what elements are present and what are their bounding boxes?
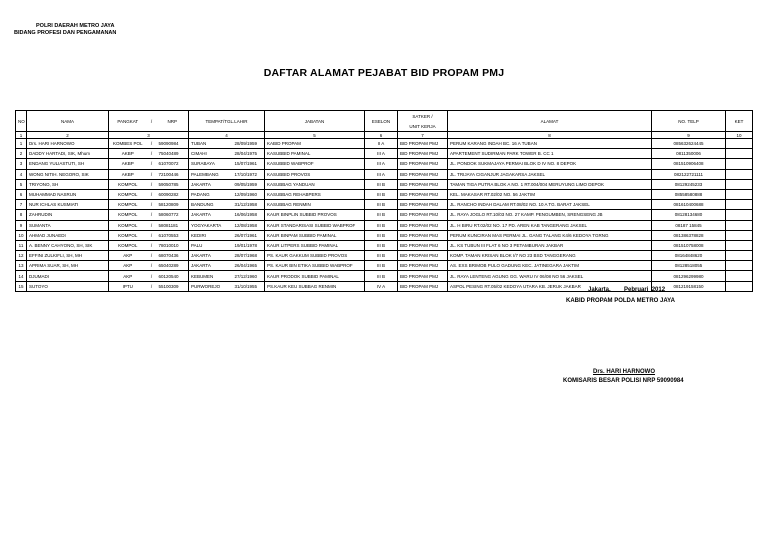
cell-no: 12	[16, 251, 27, 261]
cell-slash: /	[147, 159, 157, 169]
signature-name: Drs. HARI HARNOWO	[593, 369, 656, 375]
cell-slash: /	[147, 261, 157, 271]
cell-jabatan: KASUBBID WABPROF	[265, 159, 365, 169]
cell-no: 5	[16, 179, 27, 189]
cell-unit: BID PROPAM PMJ	[398, 159, 448, 169]
cell-telp: 081610400688	[652, 200, 726, 210]
cell-tempat: JAKARTA	[189, 179, 233, 189]
cell-unit: BID PROPAM PMJ	[398, 200, 448, 210]
cell-tgl: 19/01/1978	[233, 240, 265, 250]
cell-tgl: 28/07/1968	[233, 251, 265, 261]
cell-ket	[726, 261, 753, 271]
col-number-4: 4	[189, 132, 265, 139]
cell-pangkat: KOMPOL	[109, 240, 147, 250]
cell-nama: A. BENNY CAHYONO, SH, SIK	[27, 240, 109, 250]
cell-eselon: III B	[365, 251, 398, 261]
cell-jabatan: KASUBBID PROVOS	[265, 169, 365, 179]
cell-no: 2	[16, 149, 27, 159]
cell-no: 4	[16, 169, 27, 179]
cell-no: 10	[16, 230, 27, 240]
cell-slash: /	[147, 179, 157, 189]
cell-telp: 08187 15845	[652, 220, 726, 230]
cell-nama: DADDY HARTADI, SIK, Mhum	[27, 149, 109, 159]
cell-jabatan: KASUBBAG RENMIN	[265, 200, 365, 210]
cell-jabatan: KAUR BINPAM SUBBID PAMINAL	[265, 230, 365, 240]
cell-tempat: PURWOREJO	[189, 281, 233, 291]
cell-eselon: III B	[365, 220, 398, 230]
cell-eselon: III B	[365, 179, 398, 189]
cell-tempat: YOGYAKARTA	[189, 220, 233, 230]
cell-eselon: III B	[365, 261, 398, 271]
cell-no: 11	[16, 240, 27, 250]
cell-alamat: JL. TRIJAYA CIGANJUR JAGAKARSA JAKSEL	[448, 169, 652, 179]
cell-eselon: III B	[365, 240, 398, 250]
cell-jabatan: KAUR LITPERS SUBBID PAMINAL	[265, 240, 365, 250]
cell-telp: 085632624445	[652, 139, 726, 149]
cell-slash: /	[147, 240, 157, 250]
cell-no: 3	[16, 159, 27, 169]
header-slash: /	[147, 111, 157, 132]
cell-telp: 081386378828	[652, 230, 726, 240]
cell-unit: BID PROPAM PMJ	[398, 179, 448, 189]
cell-ket	[726, 271, 753, 281]
cell-jabatan: KASUBBAG REHABPERS	[265, 189, 365, 199]
header-nama: NAMA	[27, 111, 109, 132]
cell-ket	[726, 159, 753, 169]
cell-tempat: JAKARTA	[189, 251, 233, 261]
cell-ket	[726, 210, 753, 220]
cell-tgl: 16/06/1958	[233, 210, 265, 220]
cell-slash: /	[147, 149, 157, 159]
cell-no: 1	[16, 139, 27, 149]
cell-telp: 08128518055	[652, 261, 726, 271]
cell-tgl: 12/08/1958	[233, 220, 265, 230]
officials-table	[15, 110, 753, 292]
cell-tempat: JAKARTA	[189, 210, 233, 220]
organization-header	[14, 23, 116, 37]
signature-place-date: Jakarta, Pebruari 2012	[588, 287, 666, 293]
table-row	[16, 210, 753, 220]
cell-nrp: 68070436	[157, 251, 189, 261]
cell-eselon: II A	[365, 139, 398, 149]
col-number-5: 5	[265, 132, 365, 139]
table-row	[16, 200, 753, 210]
cell-eselon: III A	[365, 149, 398, 159]
col-number-1: 1	[16, 132, 27, 139]
cell-alamat: JL. H BIRU RT.02/02 NO. 17 PD. AREN KAB TANGERANG JAKSEL	[448, 220, 652, 230]
col-number-3: 3	[109, 132, 189, 139]
cell-tgl: 26/07/1961	[233, 230, 265, 240]
signature-rank-nrp: KOMISARIS BESAR POLISI NRP 59090984	[563, 378, 684, 384]
table-row	[16, 271, 753, 281]
cell-pangkat: KOMPOL	[109, 200, 147, 210]
cell-no: 6	[16, 189, 27, 199]
cell-eselon: III B	[365, 230, 398, 240]
cell-nrp: 61070072	[157, 159, 189, 169]
cell-tgl: 27/12/1960	[233, 271, 265, 281]
cell-alamat: KEL. MAKASAR RT.02/02 NO. 56 JAKTIM	[448, 189, 652, 199]
cell-pangkat: AKP	[109, 271, 147, 281]
cell-nama: Drs. HARI HARNOWO	[27, 139, 109, 149]
cell-unit: BID PROPAM PMJ	[398, 251, 448, 261]
cell-nama: ZAHRUDIN	[27, 210, 109, 220]
cell-unit: BID PROPAM PMJ	[398, 139, 448, 149]
cell-pangkat: AKBP	[109, 149, 147, 159]
cell-alamat: ASPOL PESING RT.05/02 KEDOYA UTARA KB. JERUK JAKBAR	[448, 281, 652, 291]
cell-jabatan: PS.KAUR KEU SUBBAG RENMIN	[265, 281, 365, 291]
cell-nrp: 61070553	[157, 230, 189, 240]
table-row	[16, 169, 753, 179]
cell-ket	[726, 189, 753, 199]
cell-pangkat: AKBP	[109, 169, 147, 179]
cell-nrp: 59050785	[157, 179, 189, 189]
cell-slash: /	[147, 210, 157, 220]
cell-no: 15	[16, 281, 27, 291]
cell-tgl: 31/10/1955	[233, 281, 265, 291]
cell-nama: EFFINI ZULKIFLI, SH, MH	[27, 251, 109, 261]
cell-unit: BID PROPAM PMJ	[398, 271, 448, 281]
cell-nrp: 72100446	[157, 169, 189, 179]
cell-tempat: PADANG	[189, 189, 233, 199]
table-row	[16, 261, 753, 271]
cell-tgl: 28/04/1975	[233, 149, 265, 159]
cell-slash: /	[147, 251, 157, 261]
header-satker-line1: SATKER /	[412, 113, 433, 119]
col-number-8: 8	[448, 132, 652, 139]
org-line-1: POLRI DAERAH METRO JAYA	[36, 23, 115, 29]
cell-no: 9	[16, 220, 27, 230]
cell-tempat: KEBUMEN	[189, 271, 233, 281]
cell-nama: SUTOYO	[27, 281, 109, 291]
col-number-10: 10	[726, 132, 753, 139]
cell-telp: 08129245233	[652, 179, 726, 189]
table-row	[16, 139, 753, 149]
cell-tempat: BANDUNG	[189, 200, 233, 210]
header-satker	[398, 111, 448, 132]
cell-no: 13	[16, 261, 27, 271]
cell-pangkat: AKP	[109, 251, 147, 261]
cell-pangkat: KOMPOL	[109, 230, 147, 240]
cell-unit: BID PROPAM PMJ	[398, 240, 448, 250]
header-ket: KET	[726, 111, 753, 132]
cell-slash: /	[147, 189, 157, 199]
cell-pangkat: AKBP	[109, 159, 147, 169]
cell-nrp: 58060772	[157, 210, 189, 220]
cell-eselon: III B	[365, 189, 398, 199]
cell-tgl: 17/10/1972	[233, 169, 265, 179]
cell-ket	[726, 251, 753, 261]
cell-ket	[726, 230, 753, 240]
cell-ket	[726, 139, 753, 149]
cell-unit: BID PROPAM PMJ	[398, 261, 448, 271]
header-nrp: NRP	[157, 111, 189, 132]
cell-jabatan: KAUR STANDARISASI SUBBID WABPROF	[265, 220, 365, 230]
cell-alamat: KOMP. TAMAN KRISAN BLOK I/7 NO 23 BSD TANGGERANG	[448, 251, 652, 261]
col-number-7: 7	[398, 132, 448, 139]
cell-slash: /	[147, 220, 157, 230]
cell-ket	[726, 200, 753, 210]
cell-tempat: PALEMBANG	[189, 169, 233, 179]
cell-nama: DJUMADI	[27, 271, 109, 281]
header-no: NO	[16, 111, 27, 132]
table-row	[16, 220, 753, 230]
cell-telp: 081296299980	[652, 271, 726, 281]
cell-alamat: PERUM KUNCIRAN MAS PERMAI JL. GANG TALANG K4/6 KEDOYA TGRNG	[448, 230, 652, 240]
cell-slash: /	[147, 230, 157, 240]
cell-nama: APRIMA SUAR, SH, MH	[27, 261, 109, 271]
cell-jabatan: KAUR BINPLIN SUBBID PROVOS	[265, 210, 365, 220]
table-row	[16, 251, 753, 261]
cell-pangkat: KOMPOL	[109, 189, 147, 199]
cell-ket	[726, 179, 753, 189]
cell-slash: /	[147, 169, 157, 179]
cell-eselon: III B	[365, 210, 398, 220]
table-row	[16, 149, 753, 159]
cell-unit: BID PROPAM PMJ	[398, 149, 448, 159]
cell-nrp: 65040289	[157, 261, 189, 271]
cell-tempat: SURABAYA	[189, 159, 233, 169]
col-number-9: 9	[652, 132, 726, 139]
cell-unit: BID PROPAM PMJ	[398, 220, 448, 230]
cell-alamat: TAMAN TIGA PUTRA BLOK A NO. 1 RT.004/004 MERUYUNG LIMO DEPOK	[448, 179, 652, 189]
cell-tempat: CIMAHI	[189, 149, 233, 159]
header-unit-line2: UNIT KERJA	[409, 123, 436, 129]
cell-tgl: 12/09/1960	[233, 189, 265, 199]
cell-telp: 08558580888	[652, 189, 726, 199]
cell-alamat: PERUM KARANG INDAH BC. 16 A TUBAN	[448, 139, 652, 149]
signature-role: KABID PROPAM POLDA METRO JAYA	[566, 298, 675, 304]
cell-ket	[726, 169, 753, 179]
header-pangkat: PANGKAT	[109, 111, 147, 132]
cell-nrp: 78010010	[157, 240, 189, 250]
cell-tempat: TUBAN	[189, 139, 233, 149]
cell-tgl: 31/12/1958	[233, 200, 265, 210]
col-number-6: 6	[365, 132, 398, 139]
cell-ket	[726, 281, 753, 291]
cell-pangkat: KOMBES POL	[109, 139, 147, 149]
cell-pangkat: AKP	[109, 261, 147, 271]
cell-jabatan: KASUBBAG YANDUAN	[265, 179, 365, 189]
cell-telp: 082122721111	[652, 169, 726, 179]
cell-nrp: 58120809	[157, 200, 189, 210]
cell-alamat: JL. RAYA LENTENG AGUNG GG. WARU IV 06/08 NO 56 JAKSEL	[448, 271, 652, 281]
cell-tempat: KEDIRI	[189, 230, 233, 240]
cell-nrp: 58081181	[157, 220, 189, 230]
cell-alamat: JL. RANCHO INDAH DALAM RT.08/02 NO. 10 A TG. BARAT JAKSEL	[448, 200, 652, 210]
header-jabatan: JABATAN	[265, 111, 365, 132]
cell-tgl: 28/09/1959	[233, 139, 265, 149]
cell-tempat: JAKARTA	[189, 261, 233, 271]
table-row	[16, 159, 753, 169]
cell-alamat: APARTEMENT SUDIRMAN PARK TOWER B. CC 1	[448, 149, 652, 159]
cell-unit: BID PROPAM PMJ	[398, 281, 448, 291]
cell-tgl: 09/05/1959	[233, 179, 265, 189]
cell-telp: 08128134680	[652, 210, 726, 220]
cell-no: 14	[16, 271, 27, 281]
cell-eselon: III B	[365, 271, 398, 281]
cell-pangkat: KOMPOL	[109, 220, 147, 230]
cell-unit: BID PROPAM PMJ	[398, 210, 448, 220]
table-row	[16, 179, 753, 189]
cell-eselon: III B	[365, 200, 398, 210]
cell-jabatan: KABID PROPAM	[265, 139, 365, 149]
cell-nama: ENDANG YULIASTUTI, SH	[27, 159, 109, 169]
cell-slash: /	[147, 281, 157, 291]
cell-telp: 0811350006	[652, 149, 726, 159]
cell-nrp: 59090984	[157, 139, 189, 149]
cell-nama: MUHAMMAD NASRUN	[27, 189, 109, 199]
cell-pangkat: IPTU	[109, 281, 147, 291]
cell-ket	[726, 149, 753, 159]
cell-jabatan: KAUR PRODOK SUBBID PAMINAL	[265, 271, 365, 281]
cell-nama: AHMAD JUNAEDI	[27, 230, 109, 240]
org-line-2: BIDANG PROFESI DAN PENGAMANAN	[14, 30, 117, 36]
cell-no: 8	[16, 210, 27, 220]
cell-nrp: 75040489	[157, 149, 189, 159]
cell-telp: 081219158150	[652, 281, 726, 291]
cell-unit: BID PROPAM PMJ	[398, 189, 448, 199]
header-ttl: TEMPAT/TGL.LAHIR	[189, 111, 265, 132]
cell-unit: BID PROPAM PMJ	[398, 230, 448, 240]
cell-alamat: JL. KS TUBUN III FLAT 6 NO 3 PETAMBURAN JAKBAR	[448, 240, 652, 250]
cell-telp: 081510906408	[652, 159, 726, 169]
cell-eselon: III A	[365, 159, 398, 169]
cell-alamat: AS. EXS BRIMOB PULO GADUNG KEC. JATINEGARA JAKTIM	[448, 261, 652, 271]
header-eselon: ESELON	[365, 111, 398, 132]
table-row	[16, 240, 753, 250]
cell-nama: SUMANTA	[27, 220, 109, 230]
cell-nama: WONG NITIH. NEGORO, SIK	[27, 169, 109, 179]
document-title: DAFTAR ALAMAT PEJABAT BID PROPAM PMJ	[263, 67, 505, 79]
cell-eselon: IV A	[365, 281, 398, 291]
cell-ket	[726, 220, 753, 230]
cell-ket	[726, 240, 753, 250]
cell-jabatan: PS. KAUR BIN ETIKA SUBBID WABPROF	[265, 261, 365, 271]
cell-telp: 081510758008	[652, 240, 726, 250]
cell-nama: NUR ICHLAS KUSMIATI	[27, 200, 109, 210]
cell-nrp: 60120540	[157, 271, 189, 281]
table-row	[16, 189, 753, 199]
cell-no: 7	[16, 200, 27, 210]
cell-alamat: JL. RAYA JOGLO RT.10/03 NO. 27 KAMP. PENGUMBEN, SRENGSENG JB	[448, 210, 652, 220]
cell-slash: /	[147, 139, 157, 149]
cell-jabatan: KASUBBID PAMINAL	[265, 149, 365, 159]
col-number-2: 2	[27, 132, 109, 139]
cell-tgl: 15/07/1961	[233, 159, 265, 169]
cell-eselon: III A	[365, 169, 398, 179]
cell-nama: TRIYONO, SH	[27, 179, 109, 189]
header-alamat: ALAMAT	[448, 111, 652, 132]
cell-unit: BID PROPAM PMJ	[398, 169, 448, 179]
cell-nrp: 55100309	[157, 281, 189, 291]
cell-pangkat: KOMPOL	[109, 179, 147, 189]
cell-telp: 08164848620	[652, 251, 726, 261]
cell-nrp: 60090282	[157, 189, 189, 199]
header-telp: NO. TELP	[652, 111, 726, 132]
cell-slash: /	[147, 200, 157, 210]
cell-tempat: PALU	[189, 240, 233, 250]
cell-alamat: JL. PONDOK SUKMAJAYA PERMAI BLOK D IV NO. 8 DEPOK	[448, 159, 652, 169]
cell-jabatan: PS. KAUR GAKKUM SUBBID PROVOS	[265, 251, 365, 261]
cell-tgl: 26/04/1965	[233, 261, 265, 271]
cell-pangkat: KOMPOL	[109, 210, 147, 220]
table-row	[16, 230, 753, 240]
cell-slash: /	[147, 271, 157, 281]
